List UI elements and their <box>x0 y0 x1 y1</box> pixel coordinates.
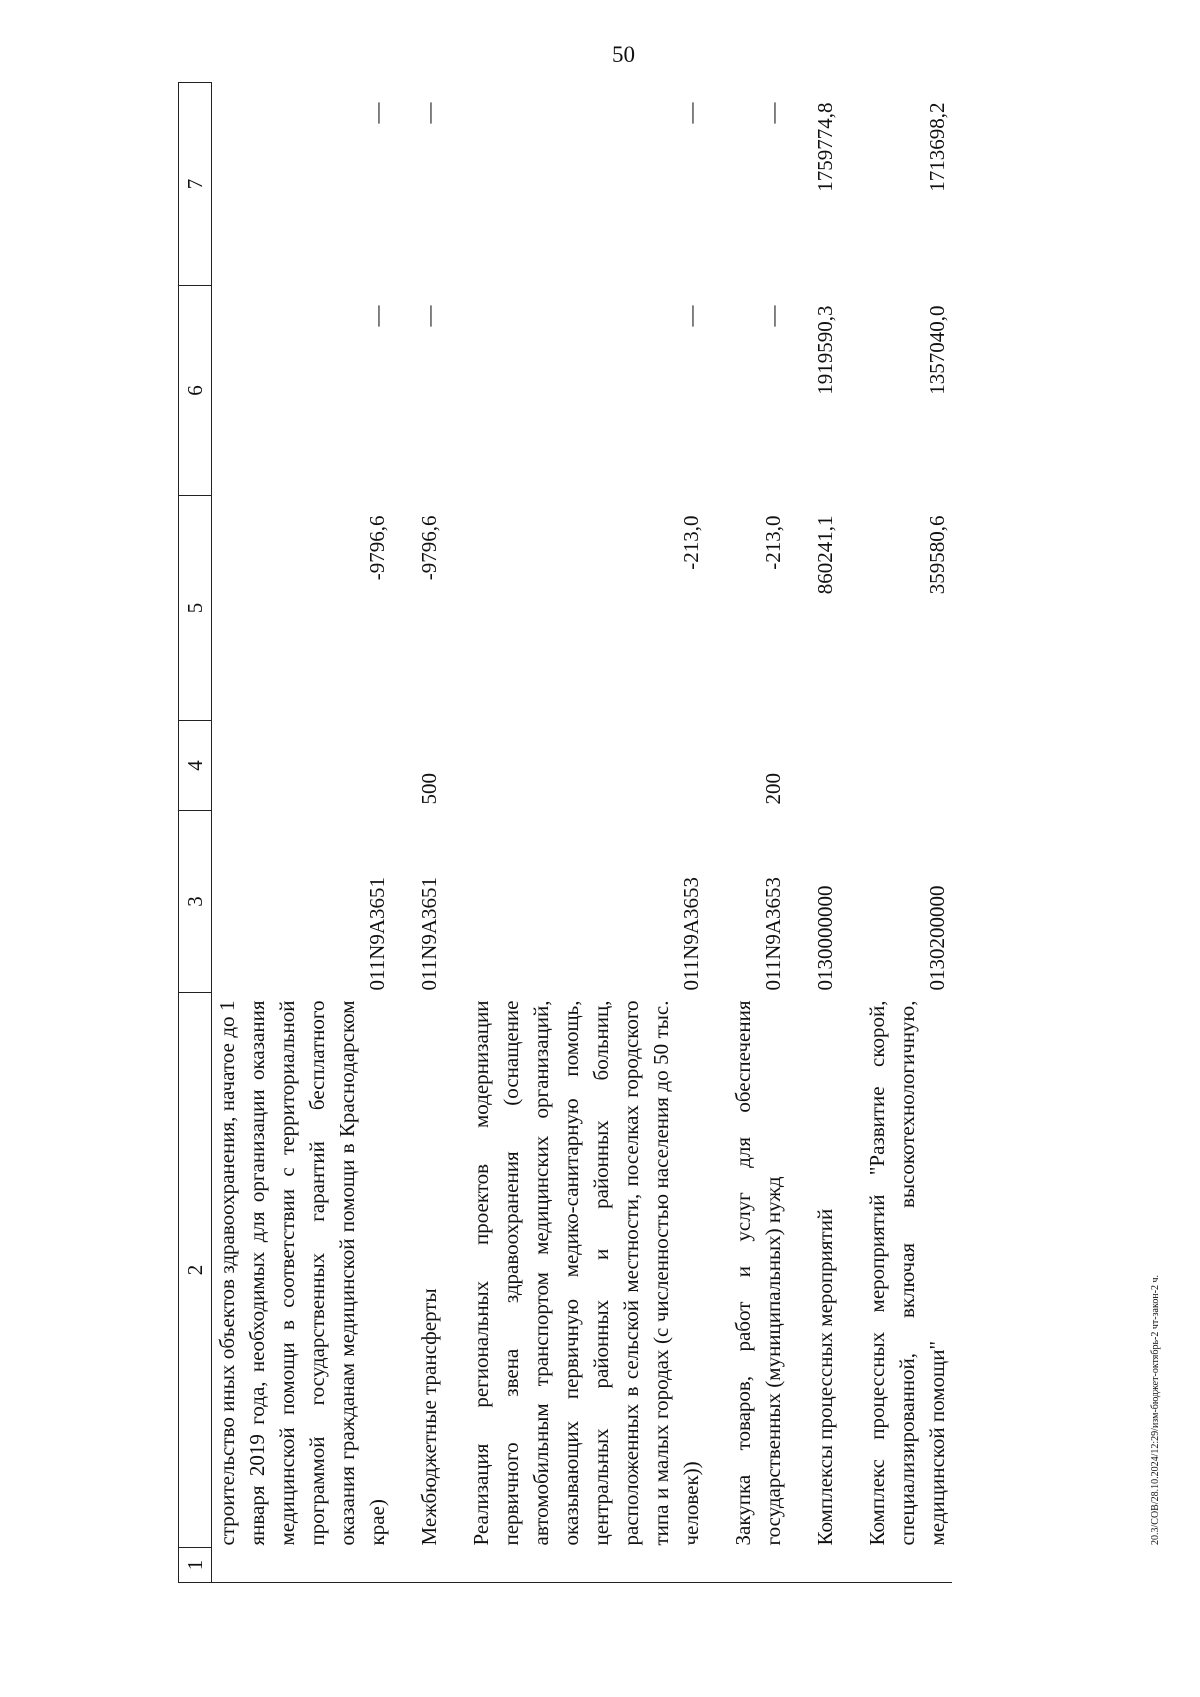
row-expense-type <box>788 721 840 811</box>
row-amount-2: 1919590,3 <box>813 305 837 395</box>
row-amount-1: 860241,1 <box>813 515 837 595</box>
row-target-code: 0130200000 <box>925 885 949 991</box>
row-target-code: 0130000000 <box>813 885 837 991</box>
row-amount-2: — <box>679 305 703 327</box>
table-row <box>444 83 706 1583</box>
table-row <box>788 83 840 1583</box>
row-amount-1: -213,0 <box>761 515 785 570</box>
row-description: Межбюджетные трансферты <box>417 1288 441 1546</box>
page-number: 50 <box>612 42 635 67</box>
header-col-5: 5 <box>179 496 212 721</box>
row-target-code: 011N9A3653 <box>761 876 785 991</box>
row-target-code: 011N9A3653 <box>679 876 703 991</box>
budget-table <box>178 82 952 1583</box>
rotated-table-area <box>178 83 1058 1583</box>
row-description: Реализация региональных проектов модернизации первичного звена здравоохранения (оснащение автомобильным транспортом медицинских организаций, оказывающих первичную медико-санитарную помощь, центральных районных и районных больниц, расположенных в сельской местности, поселках городского типа и малых городах (с численностью населения до 50 тыс. человек)) <box>469 1000 703 1546</box>
row-number <box>840 1548 952 1583</box>
document-footer-code: 20.3/СОВ/28.10.2024/12:29/изм-бюджет-октябрь-2 чт-закон-2 ч. <box>1150 1274 1161 1545</box>
header-col-2: 2 <box>179 993 212 1548</box>
row-amount-2: — <box>761 305 785 327</box>
header-col-6: 6 <box>179 286 212 496</box>
row-expense-type <box>840 721 952 811</box>
row-expense-type: 500 <box>417 773 441 805</box>
table-row <box>706 83 788 1583</box>
row-amount-2: 1357040,0 <box>925 305 949 395</box>
row-number <box>212 1548 393 1583</box>
header-row <box>179 83 212 1583</box>
row-expense-type <box>212 721 393 811</box>
row-amount-2: — <box>417 305 441 327</box>
row-amount-3: — <box>417 102 441 124</box>
row-amount-1: -213,0 <box>679 515 703 570</box>
row-number <box>444 1548 706 1583</box>
header-col-1: 1 <box>179 1548 212 1583</box>
row-number <box>392 1548 444 1583</box>
row-amount-2: — <box>365 305 389 327</box>
table-row <box>392 83 444 1583</box>
row-description: Комплекс процессных мероприятий "Развитие скорой, специализированной, включая высокотехнологичную, медицинской помощи" <box>865 1000 949 1546</box>
row-amount-1: -9796,6 <box>365 515 389 581</box>
row-description: Закупка товаров, работ и услуг для обеспечения государственных (муниципальных) нужд <box>731 1000 785 1546</box>
row-description: строительство иных объектов здравоохранения, начатое до 1 января 2019 года, необходимых для организации оказания медицинской помощи в соответствии с территориальной программой государственных гарантий бесплатного оказания гражданам медицинской помощи в Краснодарском крае) <box>215 1000 389 1546</box>
row-amount-3: — <box>365 102 389 124</box>
row-amount-1: 359580,6 <box>925 515 949 595</box>
row-amount-1: -9796,6 <box>417 515 441 581</box>
table-row <box>840 83 952 1583</box>
row-amount-3: — <box>679 102 703 124</box>
header-col-4: 4 <box>179 721 212 811</box>
row-amount-3: 1759774,8 <box>813 102 837 192</box>
row-number <box>788 1548 840 1583</box>
row-expense-type: 200 <box>761 773 785 805</box>
row-amount-3: 1713698,2 <box>925 102 949 192</box>
table-row <box>212 83 393 1583</box>
row-target-code: 011N9A3651 <box>417 876 441 991</box>
row-description: Комплексы процессных мероприятий <box>813 1208 837 1546</box>
row-expense-type <box>444 721 706 811</box>
row-target-code: 011N9A3651 <box>365 876 389 991</box>
header-col-3: 3 <box>179 811 212 993</box>
header-col-7: 7 <box>179 83 212 286</box>
row-amount-3: — <box>761 102 785 124</box>
row-number <box>706 1548 788 1583</box>
